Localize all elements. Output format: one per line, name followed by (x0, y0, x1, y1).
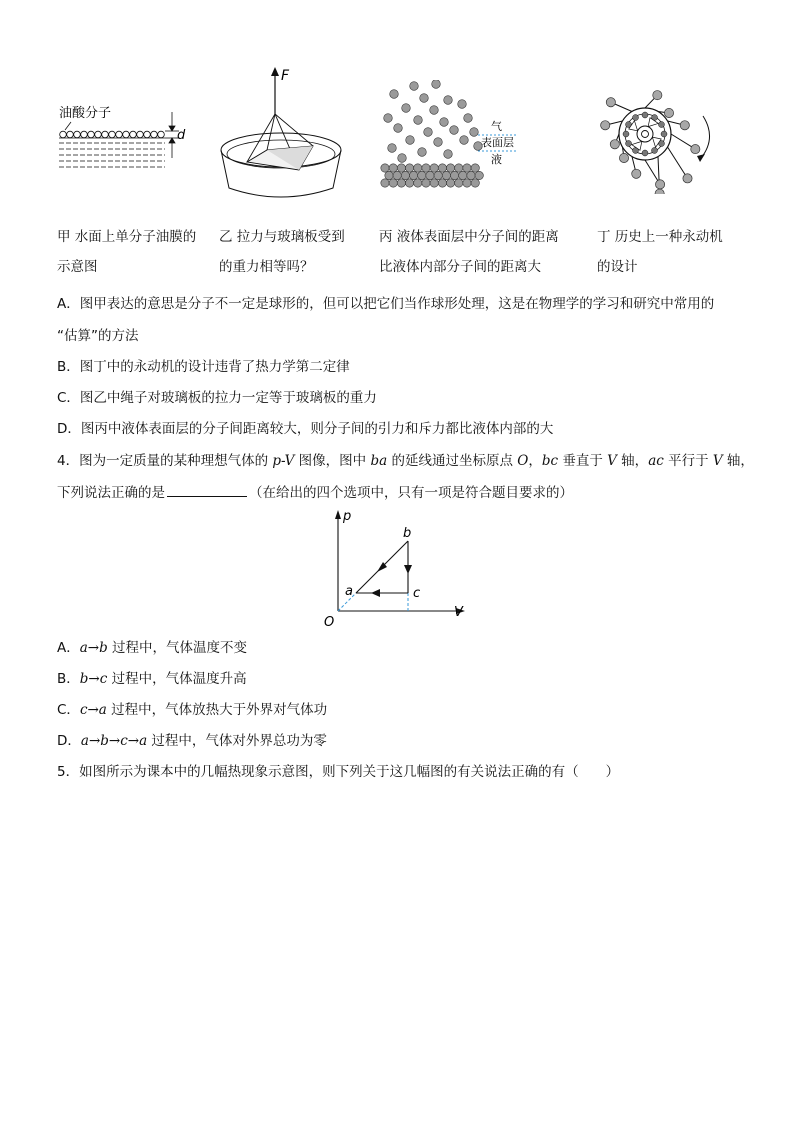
liquid-molecule (467, 171, 475, 179)
wheel-ball (601, 121, 610, 130)
figure-jia-oil-film (57, 100, 197, 180)
oil-molecule-row (60, 131, 165, 138)
wheel-ball (664, 108, 673, 117)
liquid-molecule (446, 179, 454, 187)
arrow-ca-icon (371, 589, 380, 597)
wheel-ball (653, 91, 662, 100)
arrow-bc-icon (404, 565, 412, 574)
wheel-ball (691, 144, 700, 153)
gas-molecule (410, 82, 419, 91)
gas-molecule (406, 136, 415, 145)
gas-molecule (418, 148, 427, 157)
figure-bing-surface-layer (378, 80, 528, 192)
origin-label: O (324, 615, 335, 630)
caption-jia (57, 222, 196, 282)
q4-option-a: A．a→b 过程中，气体温度不变 (57, 640, 248, 656)
liquid-molecule (422, 164, 430, 172)
gas-molecule (430, 106, 439, 115)
gas-molecule (458, 100, 467, 109)
liquid-molecule (455, 179, 463, 187)
figure-ding-perpetual-motion-wheel (593, 86, 723, 194)
liquid-molecule (475, 171, 483, 179)
q3-option-a-line2: “估算”的方法 (57, 328, 139, 344)
caption-yi-line1: 乙 拉力与玻璃板受到 (219, 229, 345, 245)
oil-molecule (116, 131, 123, 138)
liquid-molecule (450, 171, 458, 179)
gas-molecule (460, 136, 469, 145)
caption-ding-line1: 丁 历史上一种永动机 (597, 229, 723, 245)
liquid-molecule (418, 171, 426, 179)
point-a-label: a (345, 584, 353, 599)
liquid-molecule (430, 179, 438, 187)
oil-molecule (102, 131, 109, 138)
q3-option-d: D．图丙中液体表面层的分子间距离较大，则分子间的引力和斥力都比液体内部的大 (57, 421, 554, 437)
gas-molecule (444, 96, 453, 105)
liquid-molecule (471, 164, 479, 172)
q4-option-d: D．a→b→c→a 过程中，气体对外界总功为零 (57, 733, 327, 749)
q4-stem-line1: 4．图为一定质量的某种理想气体的 p-V 图像，图中 ba 的延线通过坐标原点 O，bc 垂直于 V 轴，ac 平行于 V 轴， (57, 453, 754, 469)
gas-molecule (388, 144, 397, 153)
oil-molecule-label: 油酸分子 (59, 106, 112, 121)
liquid-molecule (405, 179, 413, 187)
liquid-molecule (405, 164, 413, 172)
oil-molecule (95, 131, 102, 138)
wheel-ball (655, 180, 664, 189)
caption-bing (379, 222, 559, 282)
liquid-molecule (430, 164, 438, 172)
gas-molecule (440, 118, 449, 127)
liquid-molecule (426, 171, 434, 179)
oil-molecule (109, 131, 116, 138)
gas-molecule (432, 80, 441, 88)
liquid-molecule (381, 179, 389, 187)
caption-yi (219, 222, 345, 282)
q5-stem: 5．如图所示为课本中的几幅热现象示意图，则下列关于这几幅图的有关说法正确的有（ ） (57, 764, 620, 780)
gas-molecule (384, 114, 393, 123)
oil-molecule (60, 131, 67, 138)
v-axis-label: V (454, 605, 463, 620)
surface-layer-label: 表面层 (481, 136, 514, 149)
liquid-molecule (397, 179, 405, 187)
caption-bing-line1: 丙 液体表面层中分子间的距离 (379, 229, 559, 245)
caption-yi-line2: 的重力相等吗？ (219, 259, 314, 275)
q4-option-c: C．c→a 过程中，气体放热大于外界对气体功 (57, 702, 328, 718)
gas-molecule (470, 128, 479, 137)
wheel-ball (680, 121, 689, 130)
gas-molecule (398, 154, 407, 163)
oil-molecule (81, 131, 88, 138)
gas-molecule (414, 116, 423, 125)
liquid-molecule (459, 171, 467, 179)
caption-ding (597, 222, 723, 282)
gas-molecule (394, 124, 403, 133)
wheel-ball (610, 140, 619, 149)
oil-molecule (144, 131, 151, 138)
gas-molecule (464, 114, 473, 123)
gas-molecule (444, 150, 453, 159)
q4-pv-graph (318, 505, 478, 630)
oil-molecule (130, 131, 137, 138)
thickness-label-d: d (177, 128, 186, 143)
liquid-molecule (463, 179, 471, 187)
oil-molecule (137, 131, 144, 138)
oil-molecule (67, 131, 74, 138)
answer-blank[interactable] (167, 482, 247, 497)
wheel-ball (606, 98, 615, 107)
figure-yi-glass-plate (215, 64, 350, 204)
liquid-molecule (442, 171, 450, 179)
oil-molecule (158, 131, 165, 138)
force-label-F: F (281, 68, 290, 84)
point-c-label: c (413, 586, 421, 601)
rotation-arrow-icon (701, 116, 710, 158)
gas-label: 气 (491, 120, 502, 133)
q3-option-a-line1: A．图甲表达的意思是分子不一定是球形的，但可以把它们当作球形处理，这是在物理学的学习和研究中常用的 (57, 296, 715, 312)
liquid-molecule (409, 171, 417, 179)
caption-ding-line2: 的设计 (597, 259, 638, 275)
liquid-molecule (471, 179, 479, 187)
q3-option-c: C．图乙中绳子对玻璃板的拉力一定等于玻璃板的重力 (57, 390, 377, 406)
liquid-molecule (438, 179, 446, 187)
liquid-molecule (393, 171, 401, 179)
oil-molecule (123, 131, 130, 138)
liquid-molecule (381, 164, 389, 172)
liquid-molecule (397, 164, 405, 172)
caption-jia-line2: 示意图 (57, 259, 98, 275)
q4-option-b: B．b→c 过程中，气体温度升高 (57, 671, 247, 687)
p-axis-label: p (343, 509, 352, 524)
liquid-molecule (438, 164, 446, 172)
gas-molecule (420, 94, 429, 103)
liquid-molecule (389, 164, 397, 172)
gas-molecule (434, 138, 443, 147)
caption-bing-line2: 比液体内部分子间的距离大 (379, 259, 541, 275)
liquid-molecule (414, 179, 422, 187)
oil-molecule (74, 131, 81, 138)
liquid-molecule (434, 171, 442, 179)
q3-option-b: B．图丁中的永动机的设计违背了热力学第二定律 (57, 359, 350, 375)
gas-molecule (390, 90, 399, 99)
liquid-molecule (446, 164, 454, 172)
force-arrow-icon (271, 67, 279, 76)
liquid-molecule (414, 164, 422, 172)
gas-molecule (424, 128, 433, 137)
liquid-molecules (381, 164, 484, 187)
liquid-molecule (422, 179, 430, 187)
liquid-molecule (385, 171, 393, 179)
gas-molecule (450, 126, 459, 135)
wheel-ball (655, 189, 664, 194)
q4-stem-line2: 下列说法正确的是 （在给出的四个选项中，只有一项是符合题目要求的） (57, 482, 573, 503)
point-b-label: b (403, 526, 412, 541)
water-surface-lines (59, 143, 165, 167)
liquid-label: 液 (491, 153, 502, 166)
liquid-molecule (463, 164, 471, 172)
caption-jia-line1: 甲 水面上单分子油膜的 (57, 229, 197, 245)
liquid-molecule (389, 179, 397, 187)
liquid-molecule (455, 164, 463, 172)
oil-molecule (151, 131, 158, 138)
gas-molecules (384, 80, 483, 162)
wheel-ball (632, 169, 641, 178)
gas-molecule (402, 104, 411, 113)
liquid-molecule (401, 171, 409, 179)
wheel-ball (619, 153, 628, 162)
wheel-ball (683, 174, 692, 183)
oil-molecule (88, 131, 95, 138)
